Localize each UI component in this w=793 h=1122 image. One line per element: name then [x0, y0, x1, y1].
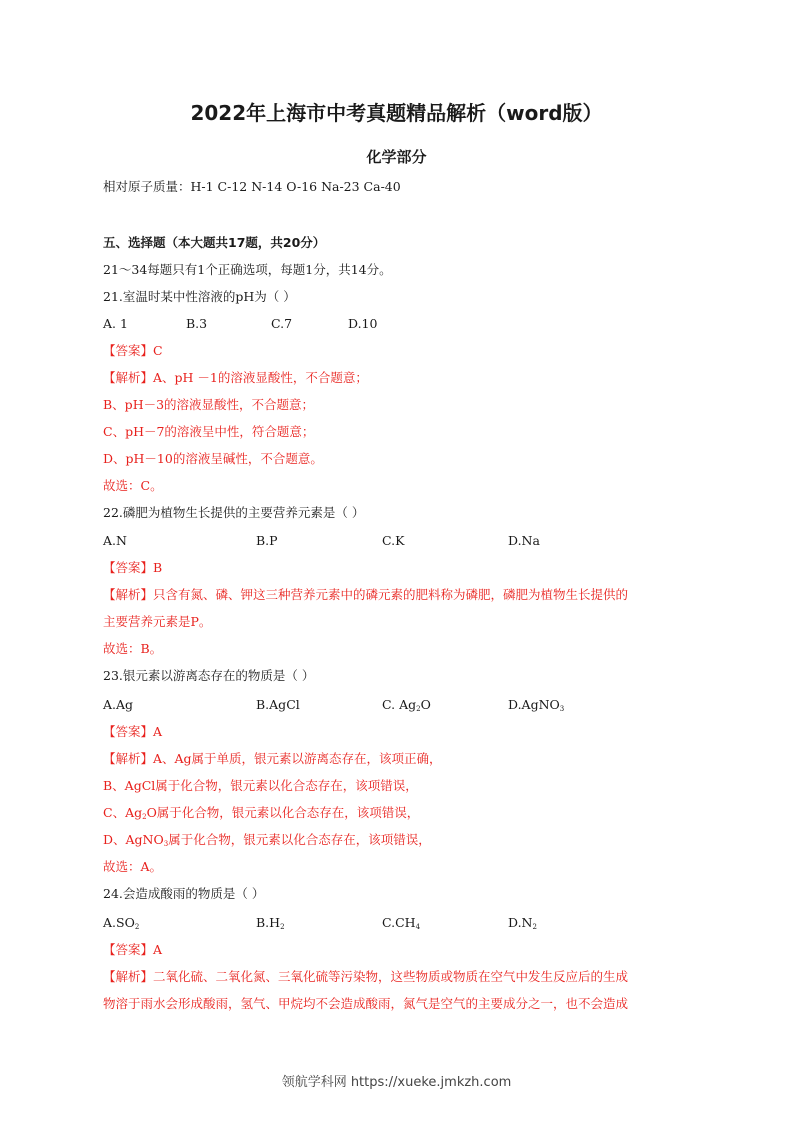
- q21-analysis-line: B、pH－3的溶液显酸性，不合题意；: [103, 397, 315, 412]
- q22-option-a: A.N: [103, 533, 127, 548]
- q21-option-a: A. 1: [103, 316, 128, 331]
- q23-option-a: A.Ag: [103, 697, 134, 712]
- question-22-stem: 22.磷肥为植物生长提供的主要营养元素是（ ）: [103, 505, 365, 520]
- q23-conclusion: 故选：A。: [103, 859, 163, 874]
- section-heading: 五、选择题（本大题共17题，共20分）: [103, 235, 326, 250]
- q23-analysis-line: D、AgNO$_3$属于化合物，银元素以化合态存在，该项错误，: [103, 832, 431, 848]
- q24-option-d: $D.N_2$: [508, 915, 537, 931]
- q22-option-b: B.P: [256, 533, 278, 548]
- q21-option-c: C.7: [271, 316, 293, 331]
- q24-option-b: $B.H_2$: [256, 915, 285, 931]
- q24-analysis-line: 【解析】二氧化硫、二氧化氮、三氧化硫等污染物，这些物质或物质在空气中发生反应后的生成: [103, 969, 629, 984]
- q22-analysis-line: 主要营养元素是P。: [103, 614, 212, 629]
- q22-answer: 【答案】B: [103, 560, 163, 575]
- q24-option-a: $A.SO_2$: [103, 915, 140, 931]
- q23-analysis-line: C、$Ag_2O$属于化合物，银元素以化合态存在，该项错误，: [103, 805, 420, 821]
- q22-option-c: C.K: [382, 533, 405, 548]
- q23-option-d: D.AgNO$_3$: [508, 697, 565, 713]
- document-title: 2022年上海市中考真题精品解析（word版）: [190, 101, 603, 125]
- q23-answer: 【答案】A: [103, 724, 163, 739]
- q21-analysis-line: C、pH－7的溶液呈中性，符合题意；: [103, 424, 315, 439]
- q23-option-c: C. $Ag_2O$: [382, 697, 431, 713]
- q24-analysis-line: 物溶于雨水会形成酸雨，氢气、甲烷均不会造成酸雨，氮气是空气的主要成分之一，也不会造成: [103, 996, 629, 1011]
- q21-analysis-line: 【解析】A、pH －1的溶液显酸性，不合题意；: [103, 370, 368, 385]
- q21-option-b: B.3: [186, 316, 208, 331]
- question-21-stem: 21.室温时某中性溶液的pH为（ ）: [103, 289, 296, 304]
- footer-watermark: 领航学科网 https://xueke.jmkzh.com: [281, 1075, 512, 1090]
- q23-analysis-line: B、AgCl属于化合物，银元素以化合态存在，该项错误，: [103, 778, 418, 793]
- q21-conclusion: 故选：C。: [103, 478, 163, 493]
- q21-analysis-line: D、pH－10的溶液呈碱性，不合题意。: [103, 451, 323, 466]
- q22-analysis-line: 【解析】只含有氮、磷、钾这三种营养元素中的磷元素的肥料称为磷肥，磷肥为植物生长提供的: [103, 587, 629, 602]
- section-instruction: 21～34每题只有1个正确选项，每题1分，共14分。: [103, 262, 392, 277]
- q24-option-c: $C.CH_4$: [382, 915, 421, 931]
- q23-analysis-line: 【解析】A、Ag属于单质，银元素以游离态存在，该项正确，: [103, 751, 442, 766]
- q24-answer: 【答案】A: [103, 942, 163, 957]
- q21-option-d: D.10: [348, 316, 378, 331]
- q22-option-d: D.Na: [508, 533, 540, 548]
- question-24-stem: 24.会造成酸雨的物质是（ ）: [103, 886, 265, 901]
- atomic-masses: 相对原子质量：H-1 C-12 N-14 O-16 Na-23 Ca-40: [103, 179, 401, 194]
- q23-option-b: B.AgCl: [256, 697, 300, 712]
- q22-conclusion: 故选：B。: [103, 641, 163, 656]
- question-23-stem: 23.银元素以游离态存在的物质是（ ）: [103, 668, 315, 683]
- q21-answer: 【答案】C: [103, 343, 163, 358]
- document-subtitle: 化学部分: [366, 148, 427, 166]
